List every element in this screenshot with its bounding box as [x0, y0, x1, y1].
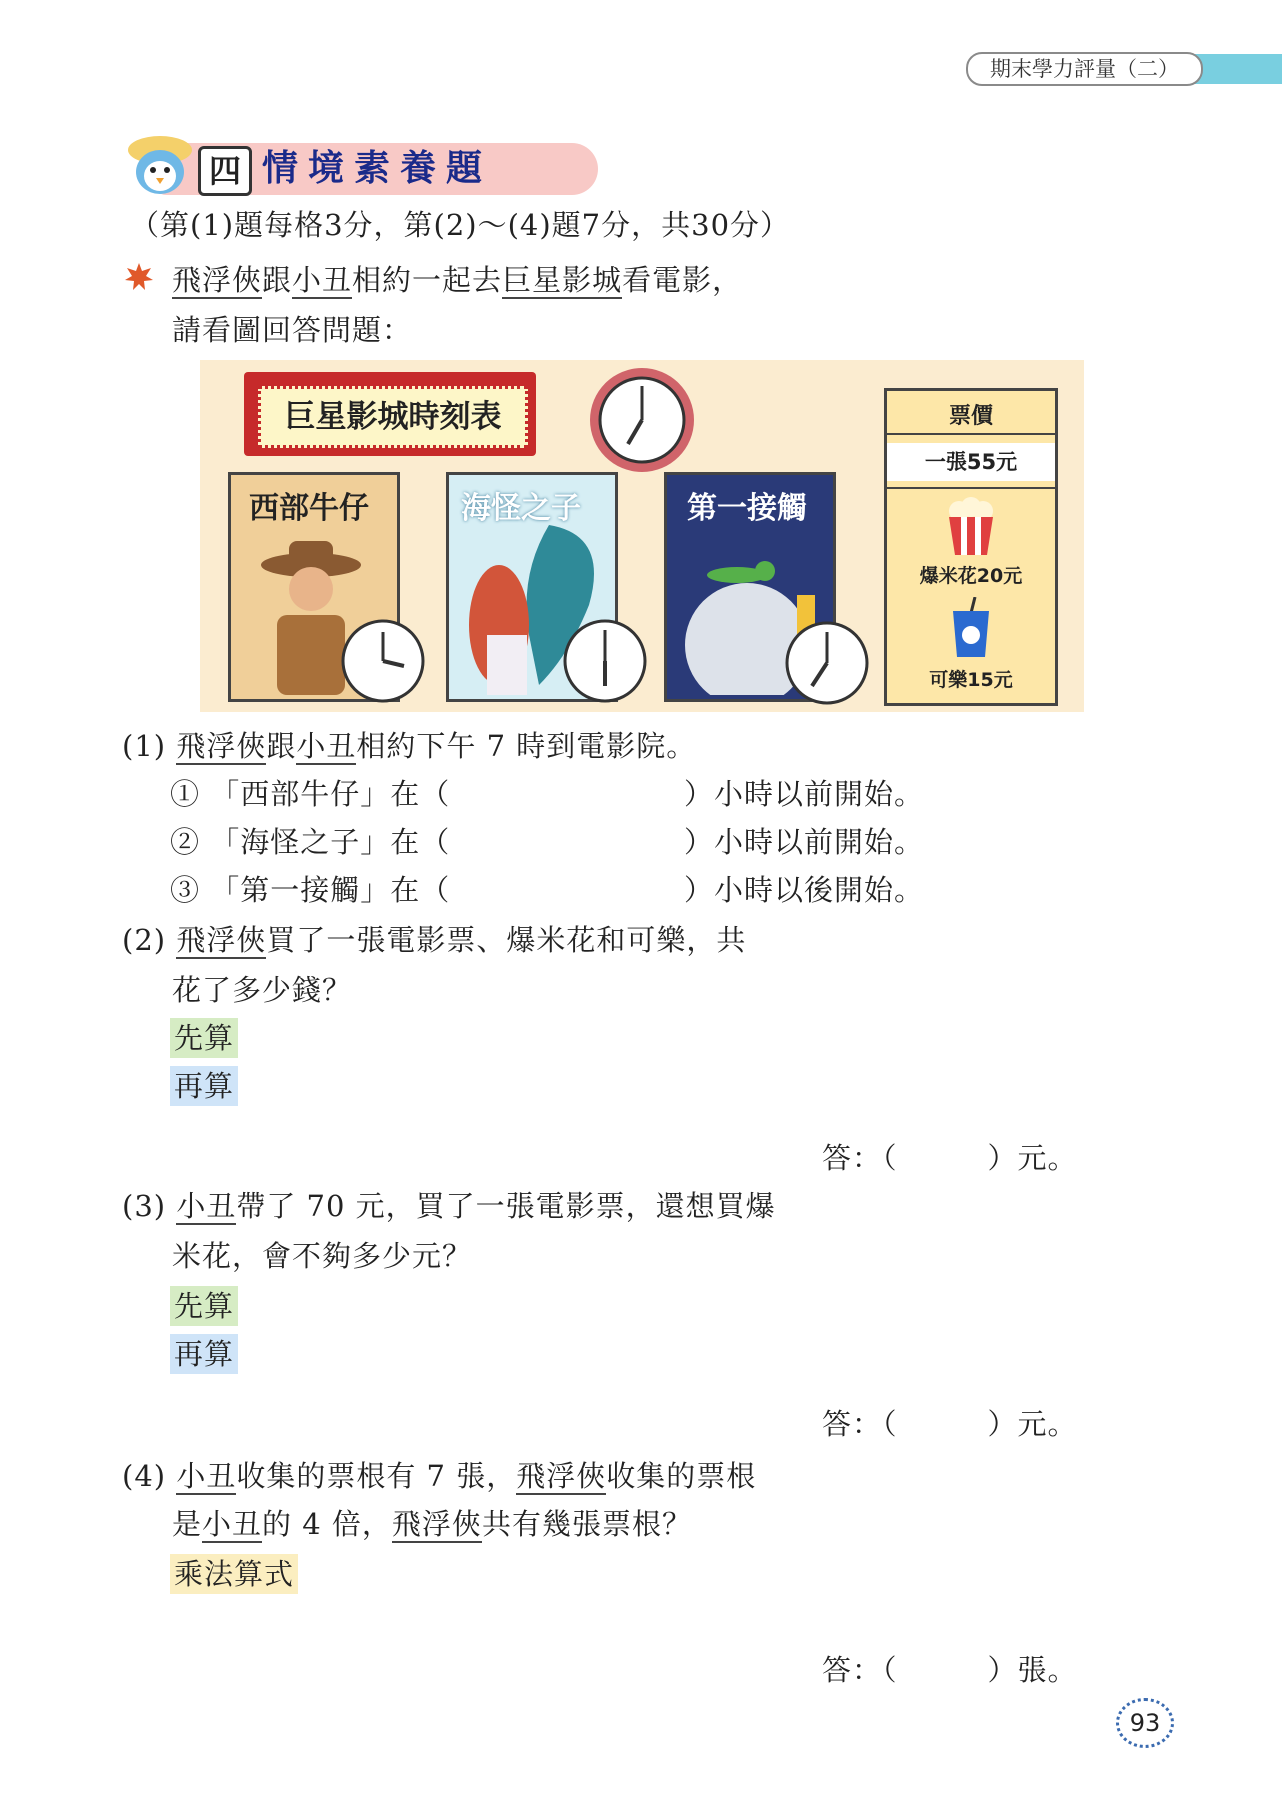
first-calc-label — [170, 1286, 238, 1326]
question-number: (4) — [122, 1459, 167, 1493]
character-name: 小丑 — [176, 1189, 237, 1223]
question-3 — [122, 1186, 776, 1226]
intro-line-1 — [172, 260, 742, 300]
intro-text: 相約一起去 — [352, 263, 503, 297]
first-calc-tag: 先算 — [170, 1018, 238, 1058]
answer-line: 答：（ ）元。 — [822, 1141, 1078, 1175]
poster-title: 第一接觸 — [687, 491, 807, 526]
first-calc-label — [170, 1018, 238, 1058]
question-text: 花了多少錢？ — [172, 973, 353, 1007]
question-1-item — [170, 870, 450, 910]
question-text: 的 4 倍， — [262, 1507, 392, 1541]
cola-cup-icon — [949, 597, 993, 657]
popcorn-icon — [943, 497, 999, 555]
intro-line-2: 請看圖回答問題： — [172, 313, 413, 347]
poster-title: 海怪之子 — [461, 491, 581, 526]
character-name: 小丑 — [176, 1459, 237, 1493]
ticket-price: 一張55元 — [887, 443, 1055, 481]
answer-blank-tail: ）小時以前開始。 — [684, 777, 925, 811]
popcorn-price: 爆米花20元 — [919, 565, 1023, 587]
cola-price: 可樂15元 — [929, 669, 1013, 691]
question-1 — [122, 726, 696, 766]
question-number: (3) — [122, 1189, 167, 1223]
answer-blank-tail: ）小時以前開始。 — [684, 825, 925, 859]
schedule-board-title: 巨星影城時刻表 — [258, 386, 528, 448]
question-number: (2) — [122, 923, 167, 957]
question-4 — [122, 1456, 756, 1496]
intro-text: 跟 — [262, 263, 293, 297]
then-calc-label — [170, 1066, 238, 1106]
question-1-item — [170, 774, 450, 814]
then-calc-tag: 再算 — [170, 1334, 238, 1374]
page-number: 93 — [1116, 1698, 1174, 1748]
clock-icon — [562, 618, 648, 704]
item-mark: ① — [170, 777, 201, 811]
item-mark: ② — [170, 825, 201, 859]
character-name: 飛浮俠 — [391, 1507, 482, 1541]
question-text: 相約下午 7 時到電影院。 — [356, 729, 697, 763]
answer-line: 答：（ ）張。 — [822, 1653, 1078, 1687]
item-text: 「海怪之子」在（ — [210, 825, 451, 859]
section-title: 情境素養題 — [262, 148, 493, 189]
answer-line: 答：（ ）元。 — [822, 1407, 1078, 1441]
item-text: 「西部牛仔」在（ — [210, 777, 451, 811]
question-text: 米花，會不夠多少元？ — [172, 1239, 473, 1273]
then-calc-tag: 再算 — [170, 1066, 238, 1106]
maple-leaf-icon — [124, 262, 154, 292]
question-2 — [122, 920, 746, 960]
answer-blank-tail: ）小時以後開始。 — [684, 873, 925, 907]
penguin-mascot-icon — [122, 128, 196, 198]
question-text: 是 — [172, 1507, 203, 1541]
first-calc-tag: 先算 — [170, 1286, 238, 1326]
method-label — [170, 1554, 298, 1594]
then-calc-label — [170, 1334, 238, 1374]
character-name: 飛浮俠 — [176, 923, 267, 957]
question-text: 收集的票根 — [606, 1459, 757, 1493]
character-name: 飛浮俠 — [516, 1459, 607, 1493]
place-name: 巨星影城 — [502, 263, 623, 297]
question-text: 跟 — [266, 729, 297, 763]
poster-title: 西部牛仔 — [249, 491, 369, 526]
character-name: 小丑 — [292, 263, 353, 297]
price-title: 票價 — [948, 404, 993, 429]
question-text: 收集的票根有 7 張， — [236, 1459, 517, 1493]
multiplication-tag: 乘法算式 — [170, 1554, 298, 1594]
intro-text: 看電影， — [622, 263, 743, 297]
clock-icon — [588, 366, 696, 474]
clock-icon — [340, 618, 426, 704]
item-text: 「第一接觸」在（ — [210, 873, 451, 907]
character-name: 飛浮俠 — [176, 729, 267, 763]
price-board — [884, 388, 1058, 706]
scoring-note: （第(1)題每格3分，第(2)～(4)題7分，共30分） — [130, 208, 791, 242]
character-name: 小丑 — [202, 1507, 263, 1541]
question-1-item — [170, 822, 450, 862]
question-number: (1) — [122, 729, 167, 763]
item-mark: ③ — [170, 873, 201, 907]
character-name: 小丑 — [296, 729, 357, 763]
section-tab: 期末學力評量（二） — [966, 52, 1203, 86]
question-text: 共有幾張票根？ — [481, 1507, 692, 1541]
question-4-line-2 — [172, 1504, 692, 1544]
section-number: 四 — [198, 146, 252, 196]
question-text: 帶了 70 元，買了一張電影票，還想買爆 — [236, 1189, 776, 1223]
character-name: 飛浮俠 — [172, 263, 263, 297]
clock-icon — [784, 620, 870, 706]
question-text: 買了一張電影票、爆米花和可樂，共 — [266, 923, 747, 957]
